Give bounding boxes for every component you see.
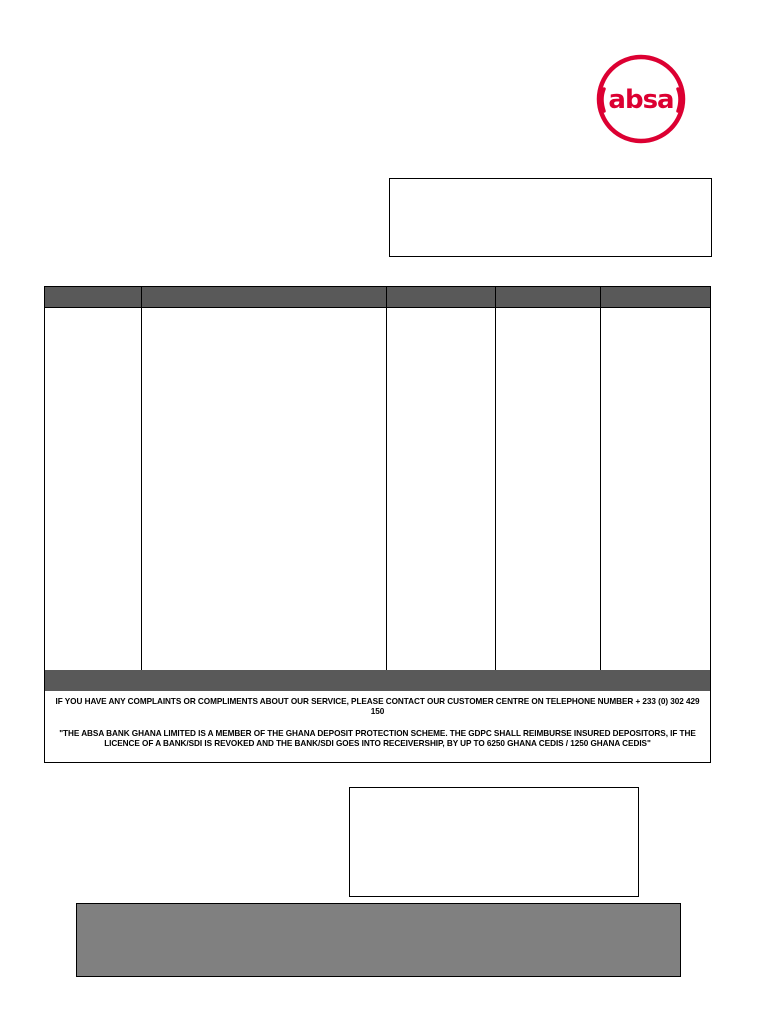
statement-table-header bbox=[45, 287, 710, 308]
logo-right-paren bbox=[678, 89, 680, 111]
absa-logo bbox=[595, 53, 687, 145]
statement-table-footer bbox=[44, 670, 711, 691]
deposit-protection-notice: "THE ABSA BANK GHANA LIMITED IS A MEMBER OF THE GHANA DEPOSIT PROTECTION SCHEME. THE GDPC SHALL REIMBURSE INSURED DEPOSITORS, IF THE LICENCE OF A BANK/SDI IS REVOKED AND THE BANK/SDI GOES INTO RECEIVERSHIP, BY UP TO 6250 GHANA CEDIS / 1250 GHANA CEDIS" bbox=[59, 729, 696, 748]
notice-box bbox=[44, 691, 711, 763]
statement-column-divider bbox=[495, 287, 496, 672]
summary-box bbox=[349, 787, 639, 897]
logo-left-paren bbox=[602, 89, 604, 111]
customer-address-box bbox=[389, 178, 712, 257]
statement-column-divider bbox=[386, 287, 387, 672]
statement-column-divider bbox=[600, 287, 601, 672]
statement-table bbox=[44, 286, 711, 673]
statement-column-divider bbox=[141, 287, 142, 672]
bottom-panel bbox=[76, 903, 681, 977]
logo-text: absa bbox=[608, 85, 674, 115]
complaints-notice: IF YOU HAVE ANY COMPLAINTS OR COMPLIMENTS ABOUT OUR SERVICE, PLEASE CONTACT OUR CUSTOMER CENTRE ON TELEPHONE NUMBER + 233 (0) 302 429 150 bbox=[55, 697, 700, 716]
